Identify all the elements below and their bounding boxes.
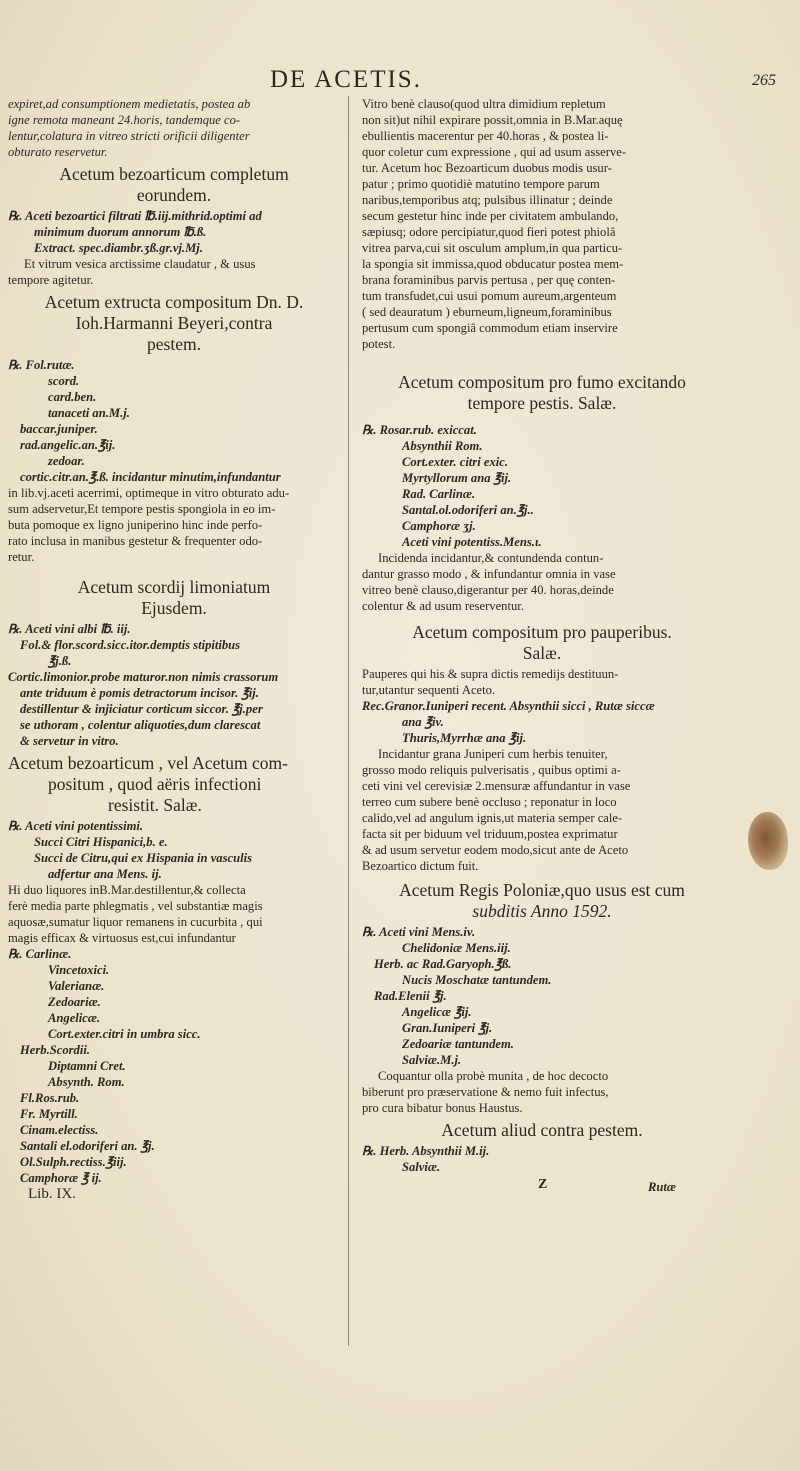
- ink-stain: [748, 812, 788, 870]
- recipe-line: Camphoræ ℥ ij.: [20, 1171, 102, 1185]
- recipe-line: Fr. Myrtill.: [20, 1107, 78, 1121]
- signature-mark: Lib. IX.: [28, 1186, 76, 1202]
- heading-line: Acetum extructa compositum Dn. D.: [44, 292, 304, 312]
- text-line: quor coletur cum expressione , qui ad usum asserve-: [362, 145, 627, 159]
- text-line: biberunt pro præservatione & nemo fuit infectus,: [362, 1085, 609, 1099]
- text-line: patur ; primo quotidiè matutino tempore parum: [362, 177, 600, 191]
- text-line: ( sed deauratum ) eburneum,ligneum,foraminibus: [362, 305, 612, 319]
- right-column: [362, 96, 722, 1197]
- section-heading: [362, 372, 722, 414]
- text-line: vitreo benè clauso,digerantur per 40. horas,deinde: [362, 583, 614, 597]
- heading-line: tempore pestis. Salæ.: [467, 393, 617, 413]
- text-line: ebullientis macerentur per 40.horas , & postea li-: [362, 129, 609, 143]
- text-line: tur. Acetum hoc Bezoarticum duobus modis usur-: [362, 161, 612, 175]
- text-line: in lib.vj.aceti acerrimi, optimeque in vitro obturato adu-: [8, 486, 290, 500]
- recipe-line: ℞. Herb. Absynthii M.ij.: [362, 1144, 490, 1158]
- recipe-line: ℞. Fol.rutæ.: [8, 358, 75, 372]
- recipe-line: Rad. Carlinæ.: [402, 487, 476, 501]
- left-column: [8, 96, 340, 1202]
- text-line: ceti vini vel cerevisiæ 2.mensuræ affundantur in vase: [362, 779, 631, 793]
- recipe: [362, 422, 722, 550]
- recipe-line: Angelicæ ℥ij.: [402, 1005, 472, 1019]
- text-line: brana foraminibus parvis pertusa , per quę conten-: [362, 273, 616, 287]
- recipe: [8, 946, 340, 1186]
- heading-line: Acetum Regis Poloniæ,quo usus est cum: [399, 880, 685, 900]
- text-line: terreo cum subere benè occluso ; reponatur in loco: [362, 795, 617, 809]
- text-line: Incidantur grana Juniperi cum herbis tenuiter,: [378, 747, 608, 761]
- recipe-line: Nucis Moschatæ tantundem.: [402, 973, 552, 987]
- paragraph: [8, 256, 340, 288]
- heading-line: Acetum bezoarticum , vel Acetum com-: [8, 753, 288, 773]
- running-head: DE ACETIS.: [270, 66, 422, 93]
- recipe-line: Myrtyllorum ana ℥ij.: [402, 471, 512, 485]
- text-line: Et vitrum vesica arctissime claudatur , & usus: [24, 257, 256, 271]
- text-line: la spongia sit immissa,quod obducatur postea mem-: [362, 257, 624, 271]
- heading-line: pestem.: [147, 334, 201, 354]
- text-line: facta sit per biduum vel triduum,postea exprimatur: [362, 827, 618, 841]
- recipe-line: Angelicæ.: [48, 1011, 101, 1025]
- heading-line: Acetum bezoarticum completum: [59, 164, 289, 184]
- heading-line: eorundem.: [136, 185, 212, 205]
- recipe: [362, 924, 722, 1068]
- column-divider: [348, 96, 349, 1346]
- recipe-line: scord.: [48, 374, 80, 388]
- text-line: pro cura bibatur bonus Haustus.: [362, 1101, 523, 1115]
- text-line: Rec.Granor.Iuniperi recent. Absynthii sicci , Rutæ siccæ: [362, 699, 655, 713]
- recipe: [8, 208, 340, 256]
- recipe-line: Salviæ.M.j.: [402, 1053, 462, 1067]
- paragraph: [362, 550, 722, 614]
- recipe-line: baccar.juniper.: [20, 422, 98, 436]
- paragraph: [362, 96, 722, 352]
- page-footer: [362, 1175, 722, 1197]
- recipe-line: Cort.exter. citri exic.: [402, 455, 508, 469]
- recipe-line: card.ben.: [48, 390, 97, 404]
- intro-text: [8, 96, 340, 160]
- text-line: buta pomoque ex ligno juniperino hinc inde perfo-: [8, 518, 263, 532]
- text-line: & ad usum servetur eodem modo,sicut ante de Aceto: [362, 843, 629, 857]
- text-line: expiret,ad consumptionem medietatis, postea ab: [8, 97, 251, 111]
- recipe-line: Santali el.odoriferi an. ℥j.: [20, 1139, 155, 1153]
- heading-line: Acetum scordij limoniatum: [77, 577, 271, 597]
- recipe-line: ℞. Rosar.rub. exiccat.: [362, 423, 477, 437]
- recipe-line: Aceti vini potentiss.Mens.ι.: [402, 535, 542, 549]
- recipe-line: ℞. Aceti vini potentissimi.: [8, 819, 144, 833]
- page-header: [0, 66, 800, 96]
- recipe: [8, 357, 340, 485]
- recipe-line: Cinam.electiss.: [20, 1123, 99, 1137]
- text-line: sæpiusq; odore percipiatur,quod fieri potest phiolâ: [362, 225, 616, 239]
- recipe-line: destillentur & injiciatur corticum siccor. ℥j.per: [20, 702, 263, 716]
- recipe-line: Vincetoxici.: [48, 963, 110, 977]
- recipe-line: tanaceti an.M.j.: [48, 406, 130, 420]
- text-line: sum adservetur,Et tempore pestis spongiola in eo im-: [8, 502, 276, 516]
- text-line: vitrea parva,cui sit osculum amplum,in qua particu-: [362, 241, 623, 255]
- recipe-line: Gran.Iuniperi ℥j.: [402, 1021, 493, 1035]
- recipe-line: ℞. Carlinæ.: [8, 947, 72, 961]
- text-line: obturato reservetur.: [8, 145, 108, 159]
- text-line: Vitro benè clauso(quod ultra dimidium repletum: [362, 97, 606, 111]
- text-line: lentur,colatura in vitreo stricti orificii diligenter: [8, 129, 250, 143]
- section-heading: [362, 1120, 722, 1141]
- heading-line: Acetum compositum pro pauperibus.: [412, 622, 672, 642]
- recipe-line: ℞. Aceti vini albi ℔. iij.: [8, 622, 131, 636]
- heading-line: Acetum compositum pro fumo excitando: [398, 372, 686, 392]
- heading-line: resistit. Salæ.: [108, 795, 202, 815]
- text-line: tum transfudet,cui usui pomum aureum,argenteum: [362, 289, 617, 303]
- recipe-line: Zedoariæ.: [48, 995, 101, 1009]
- recipe-line: Ol.Sulph.rectiss.℥iij.: [20, 1155, 127, 1169]
- recipe-line: se uthoram , colentur aliquoties,dum clarescat: [20, 718, 261, 732]
- paragraph: [8, 882, 340, 946]
- recipe-line: ℥j.ß.: [48, 654, 72, 668]
- recipe-line: Salviæ.: [402, 1160, 441, 1174]
- recipe-line: Valerianæ.: [48, 979, 105, 993]
- recipe-line: zedoar.: [48, 454, 85, 468]
- recipe: [8, 621, 340, 749]
- section-heading: [362, 880, 722, 922]
- text-line: retur.: [8, 550, 35, 564]
- text-line: Coquantur olla probè munita , de hoc decocto: [378, 1069, 609, 1083]
- recipe-line: Diptamni Cret.: [48, 1059, 126, 1073]
- catchword: Rutæ: [648, 1180, 676, 1194]
- text-line: Pauperes qui his & supra dictis remedijs destituun-: [362, 667, 619, 681]
- recipe-line: Zedoariæ tantundem.: [402, 1037, 514, 1051]
- text-line: naribus,temporibus atq; pulsibus illinatur ; deinde: [362, 193, 613, 207]
- heading-line: Salæ.: [522, 643, 562, 663]
- paragraph: [8, 485, 340, 565]
- recipe-line: Absynthii Rom.: [402, 439, 483, 453]
- recipe-line: Chelidoniæ Mens.iij.: [402, 941, 511, 955]
- heading-line: positum , quod aëris infectioni: [48, 774, 262, 794]
- recipe-line: Camphoræ ʒj.: [402, 519, 476, 533]
- section-heading: [8, 164, 340, 206]
- recipe-line: Cort.exter.citri in umbra sicc.: [48, 1027, 201, 1041]
- recipe-line: Absynth. Rom.: [48, 1075, 125, 1089]
- heading-line: Acetum aliud contra pestem.: [441, 1120, 643, 1140]
- recipe-line: adfertur ana Mens. ij.: [48, 867, 162, 881]
- text-line: rato inclusa in manibus gestetur & frequenter odo-: [8, 534, 263, 548]
- recipe-line: Fl.Ros.rub.: [20, 1091, 80, 1105]
- heading-line: Ejusdem.: [141, 598, 207, 618]
- recipe-line: rad.angelic.an.℥ij.: [20, 438, 116, 452]
- text-line: secum gestetur hinc inde per civitatem ambulando,: [362, 209, 619, 223]
- heading-line: subditis Anno 1592.: [472, 901, 612, 921]
- heading-line: Ioh.Harmanni Beyeri,contra: [75, 313, 273, 333]
- text-line: calido,vel ad angulum ignis,ut materia semper cale-: [362, 811, 623, 825]
- recipe-line: & servetur in vitro.: [20, 734, 119, 748]
- page-number: 265: [752, 72, 776, 89]
- section-heading: [8, 753, 340, 816]
- text-line: Thuris,Myrrhæ ana ℥ij.: [402, 731, 527, 745]
- text-line: colentur & ad usum reserventur.: [362, 599, 524, 613]
- recipe-line: Rad.Elenii ℥j.: [374, 989, 447, 1003]
- text-line: potest.: [362, 337, 396, 351]
- recipe-line: minimum duorum annorum ℔.ß.: [34, 225, 207, 239]
- text-line: aquosæ,sumatur liquor remanens in cucurbita , qui: [8, 915, 263, 929]
- recipe-line: ℞. Aceti vini Mens.iv.: [362, 925, 476, 939]
- recipe-line: Herb. ac Rad.Garyoph.℥ß.: [374, 957, 512, 971]
- recipe-line: ℞. Aceti bezoartici filtrati ℔.iij.mithrid.optimi ad: [8, 209, 262, 223]
- paragraph: [362, 1068, 722, 1116]
- recipe-line: Santal.ol.odoriferi an.℥j..: [402, 503, 534, 517]
- paragraph: [362, 666, 722, 874]
- text-line: ferè media parte phlegmatis , vel substantiæ magis: [8, 899, 263, 913]
- recipe-line: Cortic.limonior.probe maturor.non nimis crassorum: [8, 670, 279, 684]
- text-line: dantur grasso modo , & infundantur omnia in vase: [362, 567, 616, 581]
- recipe-line: Herb.Scordii.: [20, 1043, 90, 1057]
- text-line: Hi duo liquores inB.Mar.destillentur,& collecta: [8, 883, 246, 897]
- recipe-line: Succi de Citru,qui ex Hispania in vasculis: [34, 851, 252, 865]
- section-heading: [8, 292, 340, 355]
- recipe-line: Succi Citri Hispanici,b. e.: [34, 835, 168, 849]
- text-line: tempore agitetur.: [8, 273, 94, 287]
- section-heading: [8, 577, 340, 619]
- text-line: non sit)ut nihil expirare possit,omnia in B.Mar.aquę: [362, 113, 623, 127]
- text-line: igne remota maneant 24.horis, tandemque co-: [8, 113, 241, 127]
- text-line: pertusum cum spongiâ commodum etiam inservire: [362, 321, 618, 335]
- recipe: [362, 1143, 722, 1175]
- signature-mark: Z: [538, 1177, 548, 1192]
- text-line: tur,utantur sequenti Aceto.: [362, 683, 496, 697]
- text-line: Incidenda incidantur,& contundenda contun-: [378, 551, 604, 565]
- recipe-line: cortic.citr.an.℥.ß. incidantur minutim,infundantur: [20, 470, 281, 484]
- text-line: ana ℥iv.: [402, 715, 444, 729]
- section-heading: [362, 622, 722, 664]
- recipe-line: ante triduum è pomis detractorum incisor. ℥ij.: [20, 686, 259, 700]
- text-line: Bezoartico dictum fuit.: [362, 859, 479, 873]
- recipe-line: Fol.& flor.scord.sicc.itor.demptis stipitibus: [20, 638, 241, 652]
- recipe-line: Extract. spec.diambr.ʒß.gr.vj.Mj.: [34, 241, 203, 255]
- recipe: [8, 818, 340, 882]
- text-line: magis efficax & virtuosus est,cui infundantur: [8, 931, 236, 945]
- text-line: grosso modo reliquis pulverisatis , quibus optimi a-: [362, 763, 621, 777]
